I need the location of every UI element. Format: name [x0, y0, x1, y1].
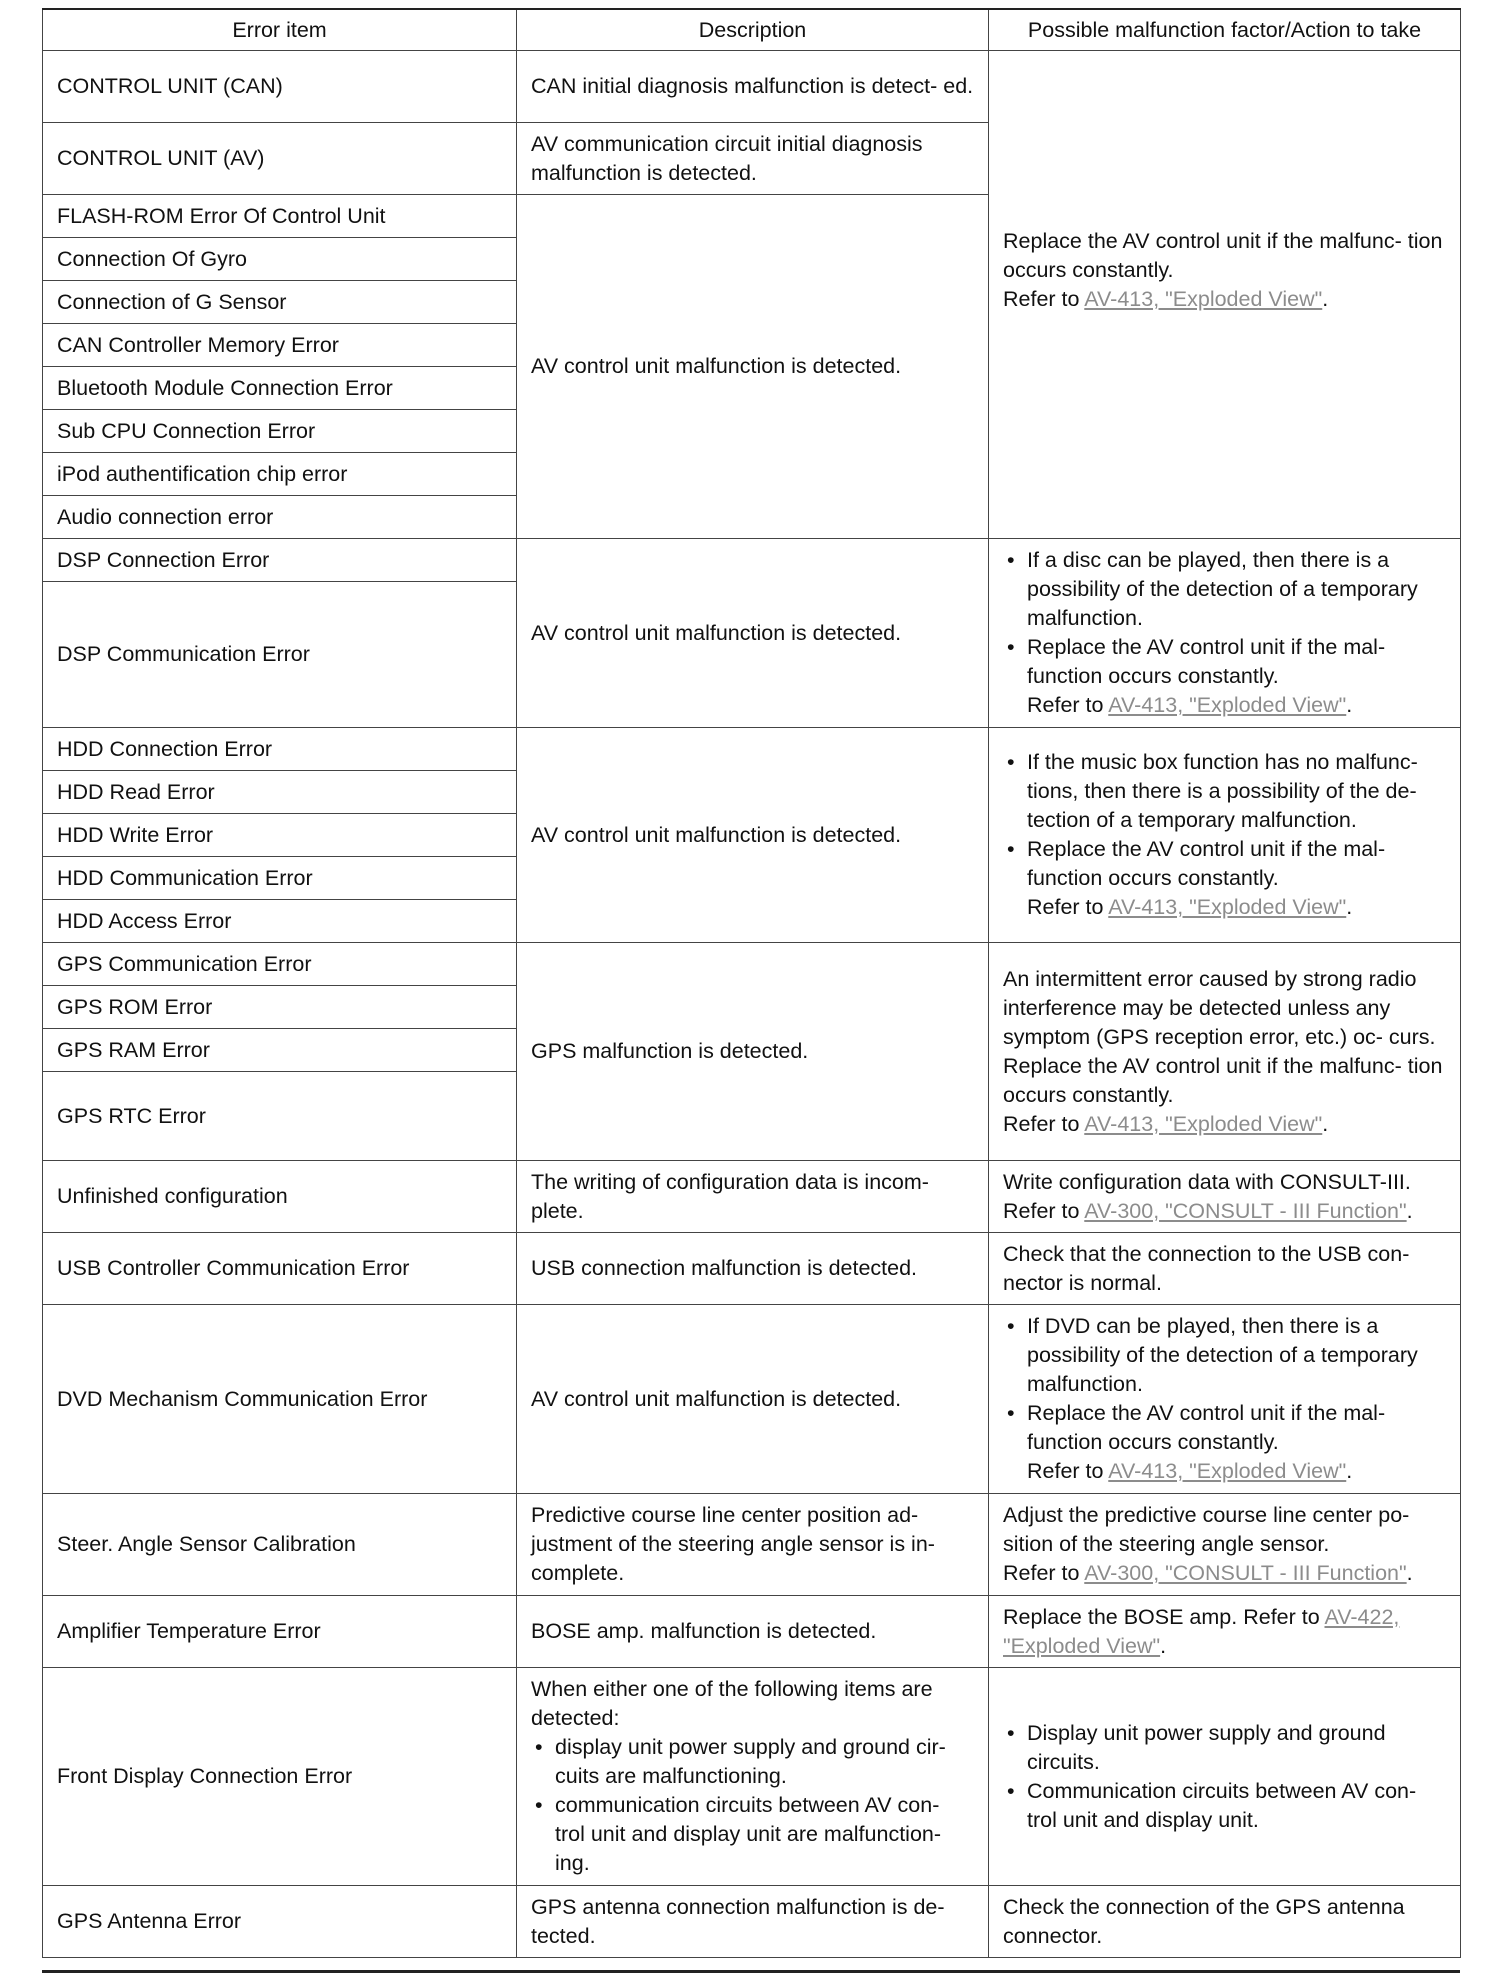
- action: Replace the BOSE amp. Refer to AV-422, "Exploded View".: [989, 1596, 1461, 1668]
- error-item: Unfinished configuration: [43, 1161, 517, 1233]
- error-item: Bluetooth Module Connection Error: [43, 367, 517, 410]
- error-item: Connection Of Gyro: [43, 238, 517, 281]
- description: USB connection malfunction is detected.: [517, 1233, 989, 1305]
- error-item: USB Controller Communication Error: [43, 1233, 517, 1305]
- error-item: GPS RTC Error: [43, 1072, 517, 1161]
- action-bullet: • Replace the AV control unit if the mal- function occurs constantly. Refer to AV-413, "Exploded View".: [1003, 835, 1446, 922]
- description: The writing of configuration data is incom- plete.: [517, 1161, 989, 1233]
- action-bullet: • Display unit power supply and ground circuits.: [1003, 1719, 1446, 1777]
- action-text: Replace the AV control unit if the malfunc- tion occurs constantly.: [1003, 229, 1443, 282]
- action: [989, 1494, 1461, 1596]
- action-list: [1003, 546, 1446, 720]
- description: Predictive course line center position ad- justment of the steering angle sensor is in- complete.: [517, 1494, 989, 1596]
- error-item: DSP Connection Error: [43, 539, 517, 582]
- error-item: CONTROL UNIT (AV): [43, 123, 517, 195]
- ref-link-av413[interactable]: AV-413, "Exploded View": [1084, 287, 1323, 311]
- error-item: GPS Communication Error: [43, 943, 517, 986]
- table-row: [43, 1305, 1461, 1494]
- error-item: HDD Access Error: [43, 900, 517, 943]
- action: [989, 1668, 1461, 1886]
- action-bullet: • Replace the AV control unit if the mal- function occurs constantly. Refer to AV-413, "Exploded View".: [1003, 633, 1446, 720]
- description: AV control unit malfunction is detected.: [517, 728, 989, 943]
- error-item: DVD Mechanism Communication Error: [43, 1305, 517, 1494]
- error-item: GPS Antenna Error: [43, 1886, 517, 1958]
- action: [989, 51, 1461, 539]
- table-row: [43, 1494, 1461, 1596]
- bottom-rule: [42, 1970, 1460, 1973]
- ref-link-av300[interactable]: AV-300, "CONSULT - III Function": [1084, 1561, 1407, 1585]
- action: [989, 728, 1461, 943]
- header-action: Possible malfunction factor/Action to take: [989, 9, 1461, 51]
- description: GPS malfunction is detected.: [517, 943, 989, 1161]
- error-item: Front Display Connection Error: [43, 1668, 517, 1886]
- action: Check that the connection to the USB con- nector is normal.: [989, 1233, 1461, 1305]
- table-row: [43, 1596, 1461, 1668]
- description: GPS antenna connection malfunction is de- tected.: [517, 1886, 989, 1958]
- description: AV control unit malfunction is detected.: [517, 195, 989, 539]
- error-item: Audio connection error: [43, 496, 517, 539]
- error-item: HDD Write Error: [43, 814, 517, 857]
- table-row: [43, 943, 1461, 986]
- description: BOSE amp. malfunction is detected.: [517, 1596, 989, 1668]
- action-bullet: • Communication circuits between AV con- trol unit and display unit.: [1003, 1777, 1446, 1835]
- action-text: An intermittent error caused by strong radio interference may be detected unless any symptom (GPS reception error, etc.) oc- curs.: [1003, 966, 1436, 1049]
- action-list: [1003, 1719, 1446, 1835]
- action-bullet: • If DVD can be played, then there is a possibility of the detection of a temporary malfunction.: [1003, 1312, 1446, 1399]
- error-item: FLASH-ROM Error Of Control Unit: [43, 195, 517, 238]
- action: [989, 1161, 1461, 1233]
- header-description: Description: [517, 9, 989, 51]
- error-item: DSP Communication Error: [43, 582, 517, 728]
- action-text: Write configuration data with CONSULT-III.: [1003, 1169, 1411, 1194]
- description-text: When either one of the following items are detected:: [531, 1677, 933, 1730]
- table-row: [43, 1161, 1461, 1233]
- table-row: [43, 728, 1461, 771]
- header-error-item: Error item: [43, 9, 517, 51]
- error-item: CAN Controller Memory Error: [43, 324, 517, 367]
- table-row: [43, 539, 1461, 582]
- action-bullet: • If the music box function has no malfunc- tions, then there is a possibility of the de- tection of a temporary malfunction.: [1003, 748, 1446, 835]
- action-text: Replace the AV control unit if the malfunc- tion occurs constantly.: [1003, 1053, 1443, 1107]
- error-item: CONTROL UNIT (CAN): [43, 51, 517, 123]
- table-row: [43, 51, 1461, 123]
- ref-link-av413[interactable]: AV-413, "Exploded View": [1108, 693, 1347, 717]
- table-row: [43, 1886, 1461, 1958]
- header-row: [43, 9, 1461, 51]
- ref-link-av413[interactable]: AV-413, "Exploded View": [1108, 895, 1347, 919]
- action: [989, 539, 1461, 728]
- error-table: [42, 8, 1461, 1958]
- error-item: HDD Connection Error: [43, 728, 517, 771]
- ref-link-av413[interactable]: AV-413, "Exploded View": [1084, 1111, 1323, 1136]
- action-list: [1003, 748, 1446, 922]
- action: [989, 943, 1461, 1161]
- error-item: HDD Communication Error: [43, 857, 517, 900]
- error-item: HDD Read Error: [43, 771, 517, 814]
- table-row: [43, 1668, 1461, 1886]
- action-ref-line: Refer to AV-413, "Exploded View".: [1003, 287, 1329, 311]
- ref-link-av413[interactable]: AV-413, "Exploded View": [1108, 1459, 1347, 1483]
- action: [989, 1305, 1461, 1494]
- action: Check the connection of the GPS antenna connector.: [989, 1886, 1461, 1958]
- description: AV control unit malfunction is detected.: [517, 1305, 989, 1494]
- action-ref-line: Refer to AV-300, "CONSULT - III Function".: [1003, 1198, 1413, 1223]
- description: AV control unit malfunction is detected.: [517, 539, 989, 728]
- error-item: Steer. Angle Sensor Calibration: [43, 1494, 517, 1596]
- description-list: [531, 1733, 974, 1878]
- error-item: Amplifier Temperature Error: [43, 1596, 517, 1668]
- ref-link-av422[interactable]: AV-422, "Exploded View": [1003, 1604, 1400, 1658]
- error-item: iPod authentification chip error: [43, 453, 517, 496]
- error-item: Connection of G Sensor: [43, 281, 517, 324]
- description-bullet: • communication circuits between AV con- trol unit and display unit are malfunction- ing.: [531, 1791, 974, 1878]
- error-item: GPS RAM Error: [43, 1029, 517, 1072]
- action-ref-line: Refer to AV-413, "Exploded View".: [1003, 1111, 1329, 1136]
- ref-link-av300[interactable]: AV-300, "CONSULT - III Function": [1084, 1198, 1407, 1223]
- action-text: Adjust the predictive course line center po- sition of the steering angle sensor.: [1003, 1503, 1410, 1556]
- description: [517, 1668, 989, 1886]
- error-item: Sub CPU Connection Error: [43, 410, 517, 453]
- table-row: [43, 1233, 1461, 1305]
- error-item: GPS ROM Error: [43, 986, 517, 1029]
- action-list: [1003, 1312, 1446, 1486]
- action-ref-line: Refer to AV-300, "CONSULT - III Function".: [1003, 1561, 1413, 1585]
- action-bullet: • Replace the AV control unit if the mal- function occurs constantly. Refer to AV-413, "Exploded View".: [1003, 1399, 1446, 1486]
- description: AV communication circuit initial diagnosis malfunction is detected.: [517, 123, 989, 195]
- description: CAN initial diagnosis malfunction is detect- ed.: [517, 51, 989, 123]
- action-bullet: • If a disc can be played, then there is a possibility of the detection of a temporary malfunction.: [1003, 546, 1446, 633]
- description-bullet: • display unit power supply and ground cir- cuits are malfunctioning.: [531, 1733, 974, 1791]
